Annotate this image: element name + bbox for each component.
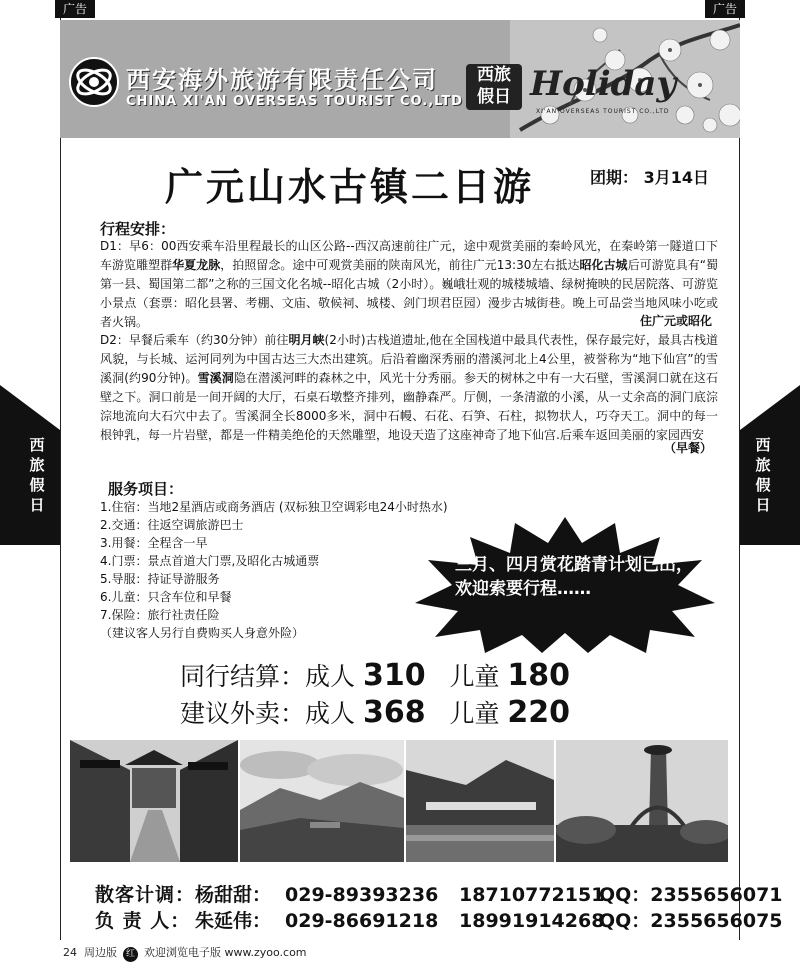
globe-ring-logo-icon xyxy=(68,56,120,108)
services-heading: 服务项目： xyxy=(108,480,184,498)
day2-text-2: (2小时)古栈道遗址,他在全国栈道中最具代表性，保存最完好，最具古栈道风貌，与长城、运河同列为中国古达三大杰出建筑。后沿着幽深秀丽的潜溪河北上4公里，被誉称为“地下仙宫”的雪溪洞(约90分钟)。 xyxy=(100,333,718,385)
brand-logo-cn xyxy=(466,64,522,110)
brand-subtitle: XI'AN OVERSEAS TOURIST CO.,LTD xyxy=(536,108,670,115)
day1-text-3: 后可游览具有“蜀第一县、蜀国第二都”之称的三国文化名城--昭化古城（2小时）。巍峨壮观的城楼城墙、绿树掩映的民居院落、可游览小景点（套票：昭化县署、考棚、文庙、敬候祠、城楼、剑门坝君臣园）漫步古城街巷。晚上可品尝当地风味小吃或者火锅。 xyxy=(100,258,718,329)
ad-tag-right: 广告 xyxy=(705,0,745,18)
contact-qq: QQ：2355656071 xyxy=(599,884,783,906)
page-title: 广元山水古镇二日游 xyxy=(165,164,535,209)
contact-role: 散客计调： xyxy=(95,884,196,906)
itinerary-day2 xyxy=(100,331,718,445)
service-item: 5.导服：持证导游服务 xyxy=(100,572,220,586)
service-item: （建议客人另行自费购买人身意外险） xyxy=(100,626,305,640)
day2-text-1: D2：早餐后乘车（约30分钟）前往 xyxy=(100,333,289,347)
day1-highlight-2: 昭化古城 xyxy=(579,258,628,272)
contact-mobile: 18991914268 xyxy=(459,910,605,932)
price-row-retail xyxy=(180,694,570,730)
contact-row-scheduler xyxy=(95,880,783,907)
contact-phone: 029-89393236 xyxy=(285,884,439,906)
day2-meal: （早餐） xyxy=(663,441,712,455)
contact-role: 负 责 人： xyxy=(95,910,191,932)
service-item: 6.儿童：只含车位和早餐 xyxy=(100,590,232,604)
contact-row-manager xyxy=(95,906,783,933)
day1-text-1: D1：早6：00西安乘车沿里程最长的山区公路--西汉高速前往广元，途中观赏美丽的秦岭风光，在秦岭第一隧道口下车游览雕塑群 xyxy=(100,239,718,272)
footer-link-text: 欢迎浏览电子版 www.zyoo.com xyxy=(144,946,307,959)
company-name-cn: 西安海外旅游有限责任公司 xyxy=(126,66,438,94)
section-name: 周边版 xyxy=(84,946,117,959)
contact-mobile: 18710772151 xyxy=(459,884,605,906)
photo-ancient-town-street xyxy=(70,740,238,862)
ad-tag-left: 广告 xyxy=(55,0,95,18)
price-label: 同行结算：成人 xyxy=(180,662,356,691)
contact-name: 朱延伟： xyxy=(195,910,272,932)
side-label-text: 西 旅 假 日 xyxy=(755,436,771,514)
side-label-left xyxy=(22,435,52,515)
price-child: 180 xyxy=(507,658,571,693)
child-label: 儿童 xyxy=(449,699,500,728)
price-adult: 310 xyxy=(362,658,426,693)
price-child: 220 xyxy=(507,695,571,730)
contact-phone: 029-86691218 xyxy=(285,910,439,932)
service-item: 3.用餐：全程含一早 xyxy=(100,536,208,550)
service-item: 2.交通：往返空调旅游巴士 xyxy=(100,518,244,532)
group-date: 团期： 3月14日 xyxy=(590,168,709,187)
side-label-text: 西 旅 假 日 xyxy=(29,436,45,514)
price-adult: 368 xyxy=(362,695,426,730)
red-badge-icon: 红 xyxy=(123,947,138,962)
day2-highlight-2: 雪溪洞 xyxy=(197,371,234,385)
service-item: 4.门票：景点首道大门票,及昭化古城通票 xyxy=(100,554,320,568)
day1-accommodation: 住广元或昭化 xyxy=(639,314,712,328)
service-item: 7.保险：旅行社责任险 xyxy=(100,608,220,622)
child-label: 儿童 xyxy=(449,662,500,691)
company-banner xyxy=(60,20,740,138)
price-label: 建议外卖：成人 xyxy=(180,699,356,728)
contact-qq: QQ：2355656075 xyxy=(599,910,783,932)
page-number: 24 xyxy=(63,946,77,959)
page-footer xyxy=(63,944,307,962)
photo-mountain-landscape xyxy=(240,740,404,862)
side-label-right xyxy=(748,435,778,515)
day1-highlight-1: 华夏龙脉 xyxy=(172,258,221,272)
promo-text: 三月、四月赏花踏青计划已出，欢迎索要行程…… xyxy=(455,555,693,599)
company-name-en: CHINA XI'AN OVERSEAS TOURIST CO.,LTD xyxy=(126,94,463,109)
brand-cn-text: 西旅 假日 xyxy=(477,65,511,107)
services-list xyxy=(100,498,448,642)
contact-name: 杨甜甜： xyxy=(195,884,272,906)
day2-text-3: 隐在潜溪河畔的森林之中，风光十分秀丽。参天的树林之中有一大石壁，雪溪洞口就在这石壁之下。洞口前是一间开阔的大厅，石桌石墩整齐排列，幽静森严。厅侧，一条清澈的小溪，从一丈余高的洞门底淙淙地流向大石穴中去了。雪溪洞全长8000多米，洞中石幔、石花、石笋、石柱，拟物状人，巧夺天工。洞中的每一根钟乳，每一片岩壁，都是一件精美绝伦的天然雕塑，地设天造了这座神奇了地下仙宫.后乘车返回美丽的家园西安 xyxy=(100,371,718,442)
service-item: 1.住宿：当地2星酒店或商务酒店 (双标独卫空调彩电24小时热水) xyxy=(100,500,448,514)
photo-tower-building xyxy=(556,740,728,862)
price-row-trade xyxy=(180,657,570,693)
photo-cliff-plankway xyxy=(406,740,554,862)
day2-highlight-1: 明月峡 xyxy=(288,333,325,347)
day1-text-2: ，拍照留念。途中可观赏美丽的陕南风光，前往广元13:30左右抵达 xyxy=(220,258,580,272)
itinerary-heading: 行程安排： xyxy=(100,220,176,238)
brand-logo-holiday: Holiday xyxy=(530,64,677,104)
